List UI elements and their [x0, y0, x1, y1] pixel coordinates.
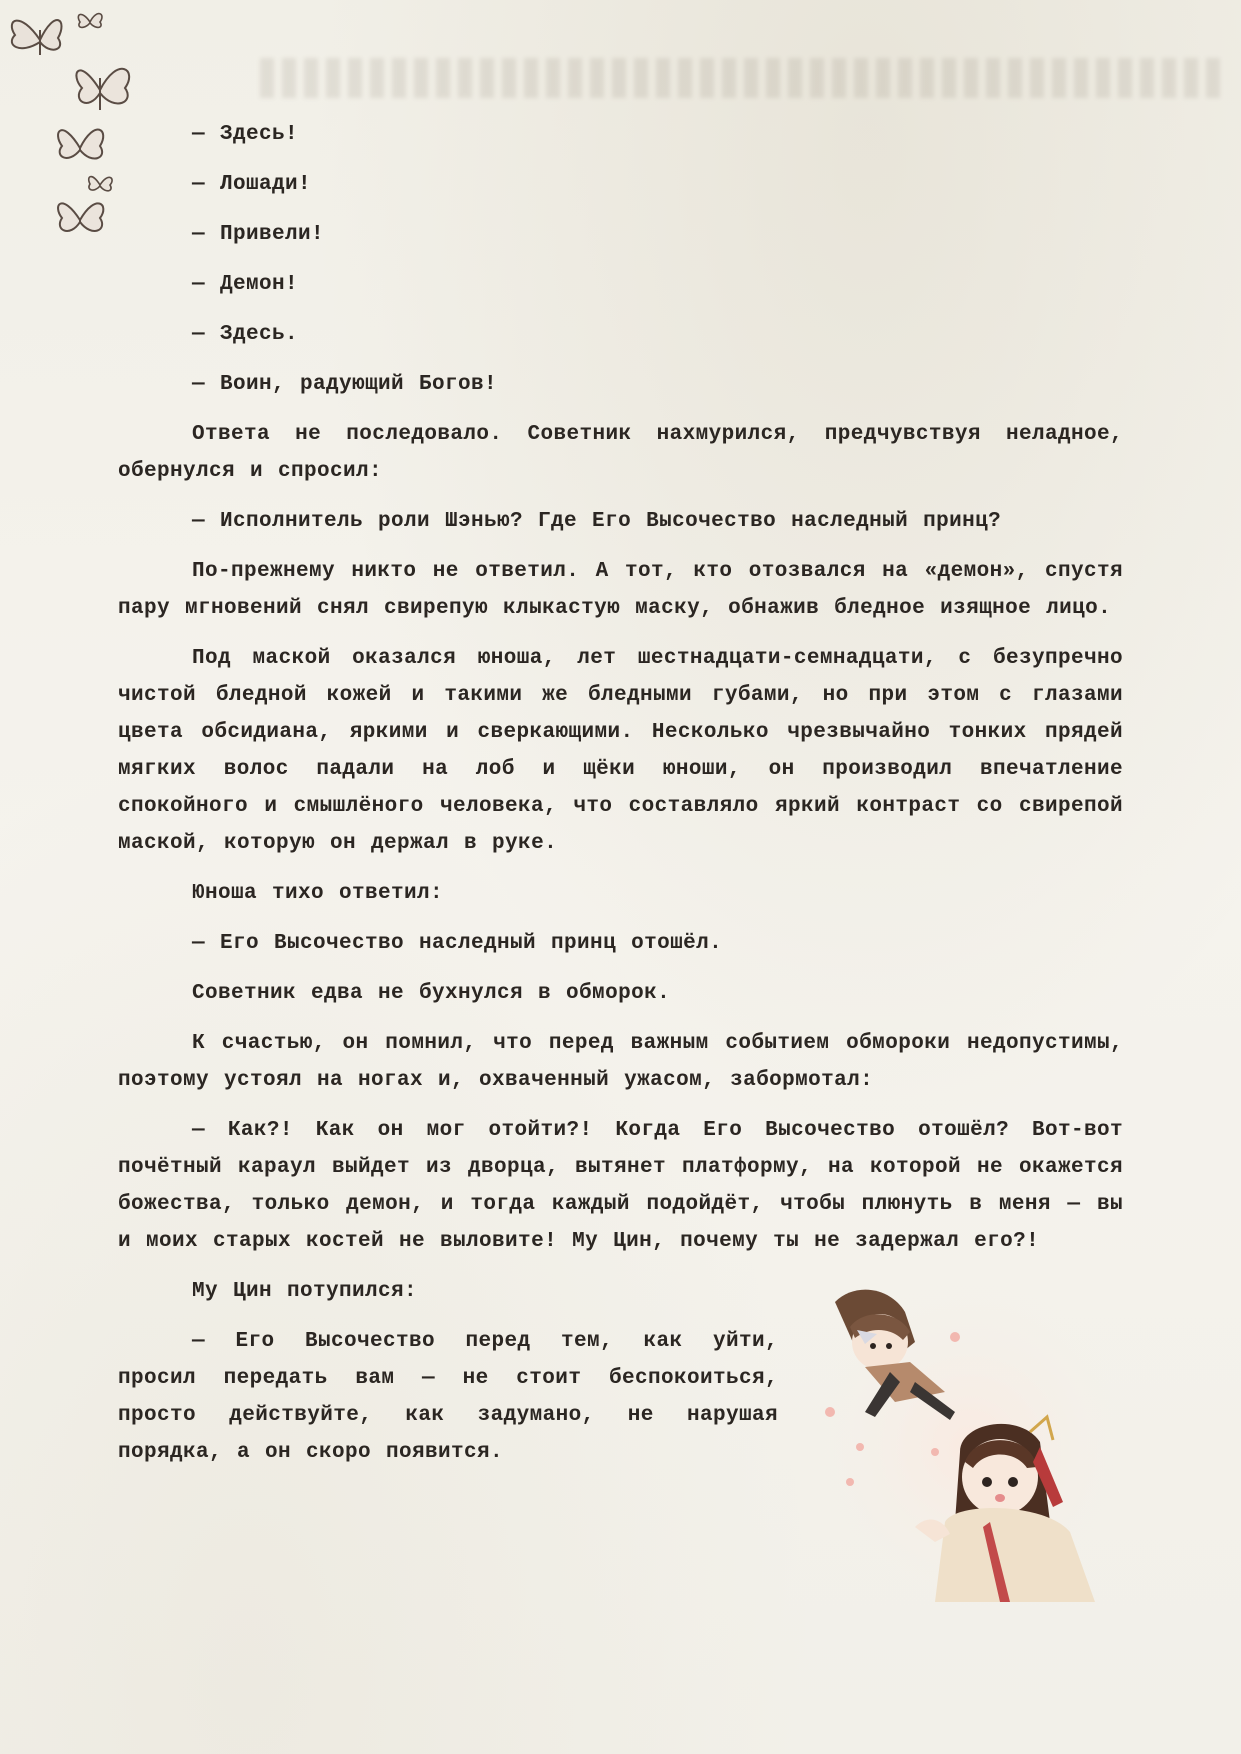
- butterfly-icon: [58, 203, 103, 231]
- paragraph: Советник едва не бухнулся в обморок.: [192, 982, 671, 1005]
- paragraph: — Демон!: [192, 273, 299, 296]
- butterfly-icon: [78, 14, 102, 28]
- chibi-illustration: [795, 1272, 1145, 1622]
- paragraph: Юноша тихо ответил:: [192, 882, 444, 905]
- paragraph: По-прежнему никто не ответил. А тот, кто отозвался на «демон», спустя пару мгновений снял свирепую клыкастую маску, обнажив бледное изящное лицо.: [118, 560, 1123, 620]
- butterfly-icon: [89, 177, 112, 191]
- background-faint-script: [260, 58, 1220, 98]
- paragraph: — Его Высочество наследный принц отошёл.: [192, 932, 723, 955]
- paragraph: Ответа не последовало. Советник нахмурился, предчувствуя неладное, обернулся и спросил:: [118, 423, 1123, 483]
- butterfly-icon: [76, 69, 129, 110]
- paragraph: Му Цин потупился:: [192, 1280, 418, 1303]
- paragraph: — Лошади!: [192, 173, 312, 196]
- paragraph: — Здесь!: [192, 123, 299, 146]
- paragraph: — Здесь.: [192, 323, 299, 346]
- paragraph: — Как?! Как он мог отойти?! Когда Его Высочество отошёл? Вот-вот почётный караул выйдет из дворца, вытянет платформу, на которой не окажется божества, только демон, и тогда каждый подойдёт, чтобы плюнуть в меня — вы и моих старых костей не выловите! Му Цин, почему ты не задержал его?!: [118, 1119, 1123, 1253]
- paragraph: — Его Высочество перед тем, как уйти, просил передать вам — не стоит беспокоиться, просто действуйте, как задумано, не нарушая порядка, а он скоро появится.: [118, 1330, 778, 1464]
- paragraph: К счастью, он помнил, что перед важным событием обмороки недопустимы, поэтому устоял на ногах и, охваченный ужасом, забормотал:: [118, 1032, 1123, 1092]
- butterfly-icon: [58, 130, 103, 159]
- butterfly-icon: [12, 20, 62, 55]
- paragraph: — Исполнитель роли Шэнью? Где Его Высочество наследный принц?: [192, 510, 1002, 533]
- paragraph: — Воин, радующий Богов!: [192, 373, 498, 396]
- paragraph: — Привели!: [192, 223, 325, 246]
- paragraph: Под маской оказался юноша, лет шестнадцати-семнадцати, с безупречно чистой бледной кожей и такими же бледными губами, но при этом с глазами цвета обсидиана, яркими и сверкающими. Несколько чрезвычайно тонких прядей мягких волос падали на лоб и щёки юноши, он производил впечатление спокойного и смышлёного человека, что составляло яркий контраст со свирепой маской, которую он держал в руке.: [118, 647, 1123, 855]
